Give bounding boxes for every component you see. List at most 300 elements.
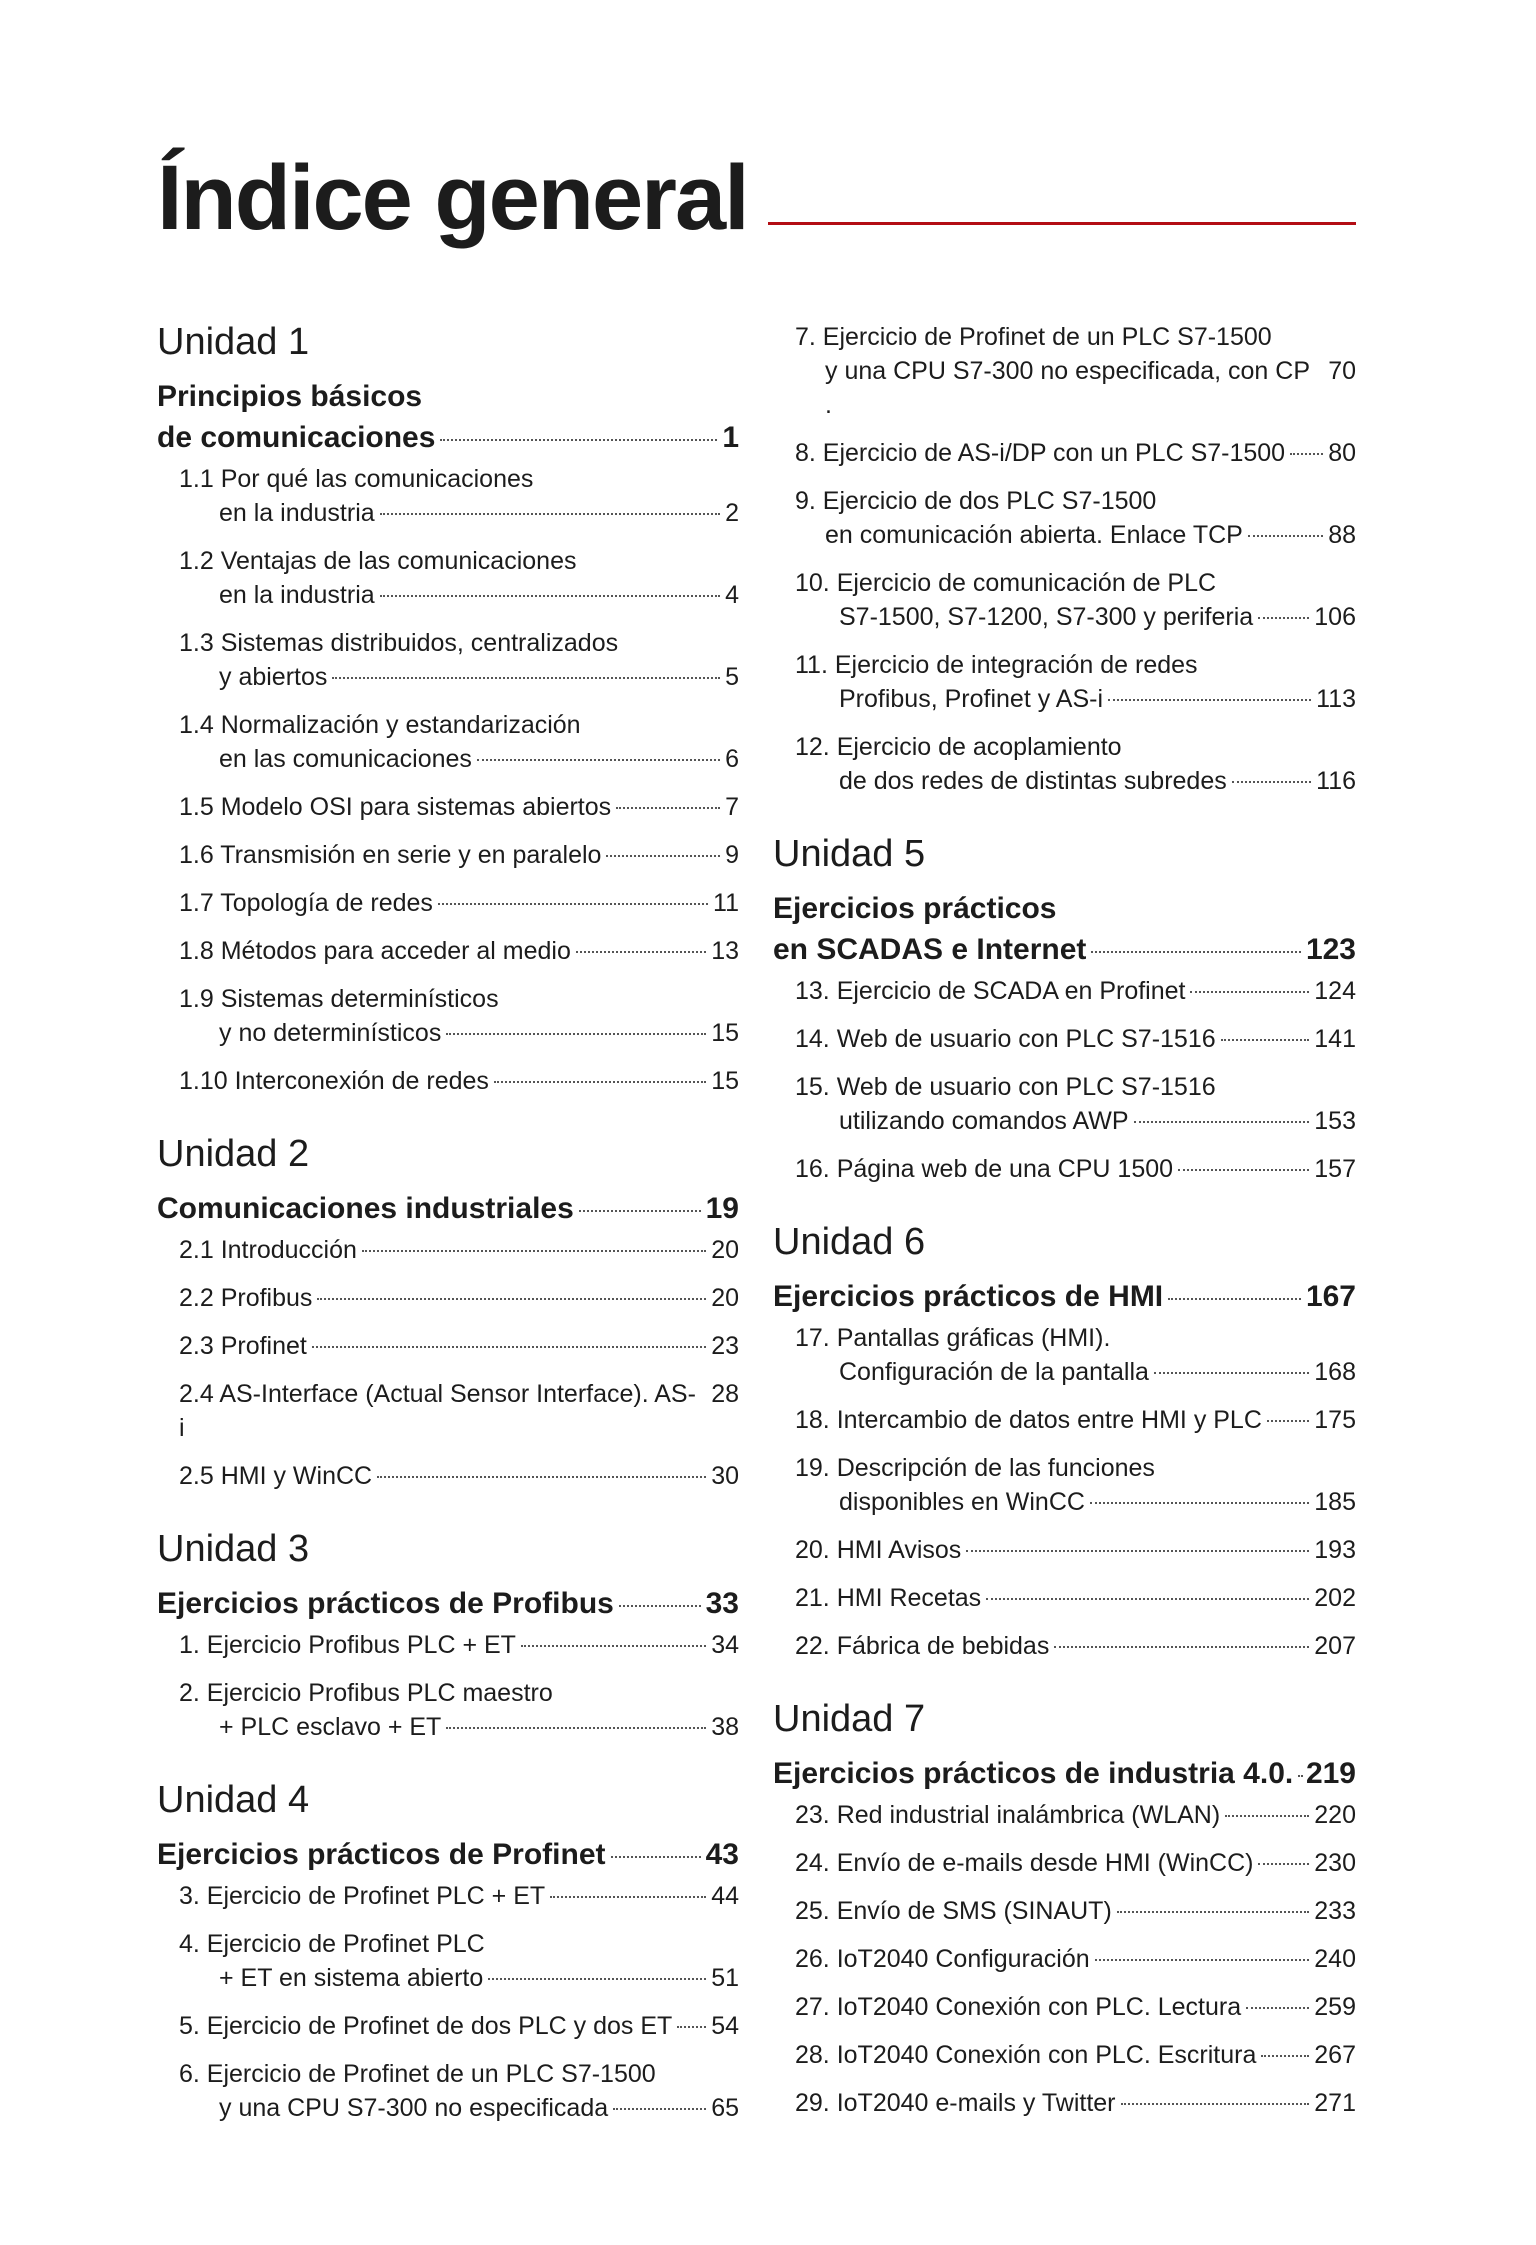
unit-heading-text: Ejercicios prácticos de Profinet bbox=[157, 1838, 606, 1871]
dot-leader bbox=[1290, 453, 1323, 455]
toc-entry-line bbox=[795, 484, 1356, 518]
toc-entry bbox=[773, 648, 1356, 716]
toc-entry bbox=[157, 838, 739, 872]
title-rule bbox=[768, 222, 1356, 225]
page-number: 65 bbox=[711, 2094, 739, 2122]
toc-entry-line bbox=[179, 1710, 739, 1744]
toc-entry bbox=[157, 1377, 739, 1445]
toc-entry-text: S7-1500, S7-1200, S7-300 y periferia bbox=[839, 603, 1254, 631]
toc-entry-line bbox=[179, 1016, 739, 1050]
dot-leader bbox=[1246, 2007, 1309, 2009]
toc-entry-line bbox=[179, 1064, 739, 1098]
toc-entry-line bbox=[179, 1329, 739, 1363]
page-number: 230 bbox=[1314, 1849, 1356, 1877]
toc-entry-line bbox=[795, 354, 1356, 422]
toc-entry-text: 2.2 Profibus bbox=[179, 1284, 313, 1312]
toc-entry-line bbox=[795, 436, 1356, 470]
toc-entry-text: 7. Ejercicio de Profinet de un PLC S7-1500 bbox=[795, 323, 1272, 351]
toc-entry-line bbox=[179, 742, 739, 776]
dot-leader bbox=[1267, 1420, 1309, 1422]
toc-entry bbox=[773, 1451, 1356, 1519]
toc-entry-text: 29. IoT2040 e-mails y Twitter bbox=[795, 2089, 1116, 2117]
page-number: 51 bbox=[711, 1964, 739, 1992]
toc-unit bbox=[773, 1220, 1356, 1663]
toc-entry-line bbox=[179, 2057, 739, 2091]
toc-entry-text: 28. IoT2040 Conexión con PLC. Escritura bbox=[795, 2041, 1257, 2069]
toc-entry-line bbox=[795, 764, 1356, 798]
dot-leader bbox=[606, 855, 720, 857]
page-number: 23 bbox=[711, 1332, 739, 1360]
toc-entry-line bbox=[795, 1846, 1356, 1880]
page-number: 141 bbox=[1314, 1025, 1356, 1053]
toc-entry bbox=[773, 1629, 1356, 1663]
page-number: 20 bbox=[711, 1284, 739, 1312]
unit-heading bbox=[157, 1188, 739, 1229]
dot-leader bbox=[986, 1598, 1309, 1600]
toc-entry-line bbox=[795, 1355, 1356, 1389]
toc-entry-text: 11. Ejercicio de integración de redes bbox=[795, 651, 1198, 679]
toc-entry bbox=[773, 1846, 1356, 1880]
dot-leader bbox=[312, 1346, 706, 1348]
toc-entry-line bbox=[795, 974, 1356, 1008]
toc-entry-line bbox=[179, 544, 739, 578]
toc-entry-line bbox=[795, 1321, 1356, 1355]
toc-entry bbox=[773, 1321, 1356, 1389]
page-number: 15 bbox=[711, 1067, 739, 1095]
toc-entry-line bbox=[179, 660, 739, 694]
toc-entry-text: en las comunicaciones bbox=[219, 745, 472, 773]
dot-leader bbox=[579, 1210, 701, 1212]
toc-entry-text: 15. Web de usuario con PLC S7-1516 bbox=[795, 1073, 1216, 1101]
toc-entry bbox=[157, 1233, 739, 1267]
toc-entry-text: en la industria bbox=[219, 499, 375, 527]
toc-column-left bbox=[157, 320, 739, 2159]
toc-unit bbox=[773, 832, 1356, 1186]
dot-leader bbox=[1261, 2055, 1309, 2057]
page-number: 44 bbox=[711, 1882, 739, 1910]
dot-leader bbox=[1298, 1775, 1301, 1777]
page-number: 259 bbox=[1314, 1993, 1356, 2021]
toc-unit bbox=[157, 1778, 739, 2125]
page-number: 116 bbox=[1316, 767, 1356, 795]
dot-leader bbox=[332, 677, 720, 679]
unit-heading bbox=[773, 1753, 1356, 1794]
dot-leader bbox=[1154, 1372, 1309, 1374]
dot-leader bbox=[438, 903, 708, 905]
dot-leader bbox=[1168, 1298, 1301, 1300]
dot-leader bbox=[1232, 781, 1311, 783]
toc-entry-line bbox=[179, 934, 739, 968]
page-number: 157 bbox=[1314, 1155, 1356, 1183]
toc-entry-line bbox=[795, 1581, 1356, 1615]
page-number: 168 bbox=[1314, 1358, 1356, 1386]
toc-entry-text: 17. Pantallas gráficas (HMI). bbox=[795, 1324, 1111, 1352]
unit-heading-text: Ejercicios prácticos de industria 4.0. bbox=[773, 1757, 1294, 1790]
toc-entry-text: 1.10 Interconexión de redes bbox=[179, 1067, 489, 1095]
toc-entry bbox=[773, 2086, 1356, 2120]
unit-heading-text: Principios básicos bbox=[157, 380, 423, 413]
dot-leader bbox=[576, 951, 706, 953]
unit-label: Unidad 7 bbox=[773, 1698, 926, 1740]
toc-entry-line bbox=[179, 2009, 739, 2043]
toc-entry-text: 8. Ejercicio de AS-i/DP con un PLC S7-1500 bbox=[795, 439, 1286, 467]
dot-leader bbox=[377, 1476, 706, 1478]
toc-entry-text: + PLC esclavo + ET bbox=[219, 1713, 442, 1741]
toc-entry bbox=[157, 2009, 739, 2043]
unit-heading bbox=[773, 888, 1356, 970]
dot-leader bbox=[1178, 1169, 1309, 1171]
unit-label: Unidad 5 bbox=[773, 833, 926, 875]
toc-entry-line bbox=[795, 1798, 1356, 1832]
toc-entry-line bbox=[795, 1070, 1356, 1104]
page-number: 70 bbox=[1328, 357, 1356, 385]
toc-entry bbox=[157, 886, 739, 920]
toc-entry-line bbox=[179, 1961, 739, 1995]
toc-entry bbox=[157, 544, 739, 612]
toc-entry-line bbox=[795, 600, 1356, 634]
unit-heading-text: Ejercicios prácticos bbox=[773, 892, 1057, 925]
toc-entry-line bbox=[179, 1377, 739, 1445]
dot-leader bbox=[1225, 1815, 1309, 1817]
toc-entry-line bbox=[179, 838, 739, 872]
dot-leader bbox=[317, 1298, 706, 1300]
unit-page-number: 1 bbox=[722, 421, 739, 454]
toc-entry bbox=[773, 1798, 1356, 1832]
dot-leader bbox=[362, 1250, 706, 1252]
page-number: 54 bbox=[711, 2012, 739, 2040]
dot-leader bbox=[966, 1550, 1309, 1552]
toc-entry-line bbox=[179, 496, 739, 530]
page-number: 185 bbox=[1314, 1488, 1356, 1516]
toc-entry-text: 20. HMI Avisos bbox=[795, 1536, 962, 1564]
toc-entry-text: 19. Descripción de las funciones bbox=[795, 1454, 1155, 1482]
unit-label: Unidad 1 bbox=[157, 321, 310, 363]
dot-leader bbox=[1095, 1959, 1310, 1961]
toc-entry-text: 1.4 Normalización y estandarización bbox=[179, 711, 581, 739]
toc-entry-text: 1.6 Transmisión en serie y en paralelo bbox=[179, 841, 602, 869]
toc-entry bbox=[157, 934, 739, 968]
toc-entry bbox=[157, 790, 739, 824]
page-number: 240 bbox=[1314, 1945, 1356, 1973]
unit-page-number: 33 bbox=[705, 1587, 739, 1620]
toc-entry bbox=[157, 626, 739, 694]
toc-entry-text: 1. Ejercicio Profibus PLC + ET bbox=[179, 1631, 516, 1659]
page-number: 193 bbox=[1314, 1536, 1356, 1564]
toc-entry bbox=[773, 1942, 1356, 1976]
toc-entry-text: 1.9 Sistemas determinísticos bbox=[179, 985, 499, 1013]
toc-entry bbox=[773, 974, 1356, 1008]
toc-entry-text: 2.4 AS-Interface (Actual Sensor Interface). AS-i bbox=[179, 1380, 696, 1442]
toc-entry-line bbox=[179, 886, 739, 920]
toc-entry-line bbox=[795, 730, 1356, 764]
toc-entry-line bbox=[179, 1233, 739, 1267]
toc-entry-text: 2. Ejercicio Profibus PLC maestro bbox=[179, 1679, 553, 1707]
toc-entry-line bbox=[179, 1281, 739, 1315]
dot-leader bbox=[1108, 699, 1311, 701]
toc-entry-text: 1.5 Modelo OSI para sistemas abiertos bbox=[179, 793, 612, 821]
toc-entry-text: y abiertos bbox=[219, 663, 328, 691]
toc-entry-line bbox=[795, 1152, 1356, 1186]
dot-leader bbox=[1248, 535, 1323, 537]
toc-entry bbox=[773, 1581, 1356, 1615]
toc-entry-line bbox=[179, 982, 739, 1016]
unit-heading-text: de comunicaciones bbox=[157, 421, 436, 454]
toc-entry bbox=[157, 982, 739, 1050]
toc-entry-text: 13. Ejercicio de SCADA en Profinet bbox=[795, 977, 1186, 1005]
page-number: 6 bbox=[725, 745, 739, 773]
dot-leader bbox=[619, 1605, 701, 1607]
toc-entry-text: 18. Intercambio de datos entre HMI y PLC bbox=[795, 1406, 1262, 1434]
toc-entry bbox=[773, 1022, 1356, 1056]
unit-page-number: 43 bbox=[705, 1838, 739, 1871]
toc-entry-line bbox=[795, 1894, 1356, 1928]
unit-heading-line bbox=[773, 1753, 1356, 1794]
toc-entry-text: 4. Ejercicio de Profinet PLC bbox=[179, 1930, 485, 1958]
dot-leader bbox=[1258, 1863, 1309, 1865]
page-number: 267 bbox=[1314, 2041, 1356, 2069]
page-number: 15 bbox=[711, 1019, 739, 1047]
toc-entry-line bbox=[795, 1104, 1356, 1138]
unit-heading-text: Comunicaciones industriales bbox=[157, 1192, 574, 1225]
toc-entry-line bbox=[179, 1927, 739, 1961]
unit-heading-line bbox=[773, 1276, 1356, 1317]
toc-entry-text: 16. Página web de una CPU 1500 bbox=[795, 1155, 1174, 1183]
unit-label: Unidad 2 bbox=[157, 1133, 310, 1175]
toc-entry bbox=[157, 1329, 739, 1363]
unit-page-number: 19 bbox=[705, 1192, 739, 1225]
toc-entry bbox=[773, 1070, 1356, 1138]
page-number: 207 bbox=[1314, 1632, 1356, 1660]
toc-entry-text: 26. IoT2040 Configuración bbox=[795, 1945, 1090, 1973]
toc-entry-line bbox=[795, 682, 1356, 716]
toc-entry-text: 1.3 Sistemas distribuidos, centralizados bbox=[179, 629, 619, 657]
dot-leader bbox=[477, 759, 720, 761]
unit-heading bbox=[773, 1276, 1356, 1317]
toc-entry-text: Profibus, Profinet y AS-i bbox=[839, 685, 1104, 713]
toc-entry bbox=[157, 1927, 739, 1995]
page-number: 5 bbox=[725, 663, 739, 691]
toc-unit bbox=[773, 1697, 1356, 2120]
toc-entry-text: 5. Ejercicio de Profinet de dos PLC y dos ET bbox=[179, 2012, 673, 2040]
unit-heading-line bbox=[773, 888, 1356, 929]
toc-entry-text: 24. Envío de e-mails desde HMI (WinCC) bbox=[795, 1849, 1254, 1877]
toc-entry-text: 9. Ejercicio de dos PLC S7-1500 bbox=[795, 487, 1157, 515]
page-number: 34 bbox=[711, 1631, 739, 1659]
page-number: 88 bbox=[1328, 521, 1356, 549]
page-number: 271 bbox=[1314, 2089, 1356, 2117]
toc-entry-text: 2.5 HMI y WinCC bbox=[179, 1462, 373, 1490]
page-number: 2 bbox=[725, 499, 739, 527]
dot-leader bbox=[1190, 991, 1309, 993]
toc-entry bbox=[773, 1990, 1356, 2024]
toc-entry bbox=[157, 1879, 739, 1913]
toc-entry-line bbox=[795, 2086, 1356, 2120]
dot-leader bbox=[611, 1856, 701, 1858]
dot-leader bbox=[1091, 951, 1301, 953]
page-number: 9 bbox=[725, 841, 739, 869]
toc-entry-line bbox=[795, 1485, 1356, 1519]
unit-label: Unidad 4 bbox=[157, 1779, 310, 1821]
toc-entry bbox=[157, 1676, 739, 1744]
dot-leader bbox=[1117, 1911, 1310, 1913]
page-number: 80 bbox=[1328, 439, 1356, 467]
toc-entry-line bbox=[795, 1403, 1356, 1437]
dot-leader bbox=[550, 1896, 706, 1898]
page-title: Índice general bbox=[157, 147, 748, 249]
toc-entry-text: 3. Ejercicio de Profinet PLC + ET bbox=[179, 1882, 546, 1910]
dot-leader bbox=[1221, 1039, 1310, 1041]
toc-unit bbox=[157, 1527, 739, 1744]
dot-leader bbox=[1258, 617, 1309, 619]
unit-heading-line bbox=[157, 1834, 739, 1875]
toc-entry-line bbox=[179, 2091, 739, 2125]
dot-leader bbox=[1090, 1502, 1309, 1504]
toc-column-right bbox=[773, 320, 1356, 2154]
unit-heading-line bbox=[157, 376, 739, 417]
toc-entry-line bbox=[179, 790, 739, 824]
toc-entry-line bbox=[795, 648, 1356, 682]
unit-heading-text: en SCADAS e Internet bbox=[773, 933, 1087, 966]
toc-entry-line bbox=[179, 626, 739, 660]
toc-entry-text: de dos redes de distintas subredes bbox=[839, 767, 1227, 795]
toc-entry bbox=[157, 1459, 739, 1493]
toc-entry-line bbox=[179, 1676, 739, 1710]
unit-page-number: 219 bbox=[1305, 1757, 1356, 1790]
page-number: 13 bbox=[711, 937, 739, 965]
unit-page-number: 167 bbox=[1305, 1280, 1356, 1313]
dot-leader bbox=[446, 1033, 706, 1035]
toc-entry-line bbox=[795, 1451, 1356, 1485]
toc-entry-text: + ET en sistema abierto bbox=[219, 1964, 484, 1992]
toc-entry bbox=[157, 1064, 739, 1098]
dot-leader bbox=[440, 439, 717, 441]
toc-unit bbox=[157, 320, 739, 1098]
unit-heading-text: Ejercicios prácticos de HMI bbox=[773, 1280, 1164, 1313]
toc-entry-text: 22. Fábrica de bebidas bbox=[795, 1632, 1050, 1660]
toc-entry-line bbox=[795, 2038, 1356, 2072]
page-number: 220 bbox=[1314, 1801, 1356, 1829]
unit-heading bbox=[157, 1834, 739, 1875]
unit-heading-line bbox=[773, 929, 1356, 970]
toc-entry-line bbox=[179, 1628, 739, 1662]
toc-entry bbox=[773, 2038, 1356, 2072]
toc-entry-text: 12. Ejercicio de acoplamiento bbox=[795, 733, 1122, 761]
dot-leader bbox=[521, 1645, 706, 1647]
toc-entry-text: y no determinísticos bbox=[219, 1019, 442, 1047]
toc-entry bbox=[773, 436, 1356, 470]
dot-leader bbox=[446, 1727, 706, 1729]
unit-heading-text: Ejercicios prácticos de Profibus bbox=[157, 1587, 614, 1620]
page-number: 4 bbox=[725, 581, 739, 609]
toc-entry-line bbox=[179, 708, 739, 742]
toc-entry-line bbox=[795, 1533, 1356, 1567]
toc-entry-text: en la industria bbox=[219, 581, 375, 609]
toc-entry-text: y una CPU S7-300 no especificada, con CP . bbox=[825, 357, 1310, 419]
page-number: 106 bbox=[1314, 603, 1356, 631]
toc-entry-line bbox=[179, 578, 739, 612]
toc-entry-line bbox=[179, 1879, 739, 1913]
toc-entry-text: en comunicación abierta. Enlace TCP bbox=[825, 521, 1243, 549]
toc-entry-text: 1.8 Métodos para acceder al medio bbox=[179, 937, 571, 965]
toc-entry-text: 10. Ejercicio de comunicación de PLC bbox=[795, 569, 1217, 597]
page-number: 175 bbox=[1314, 1406, 1356, 1434]
toc-entry bbox=[773, 1403, 1356, 1437]
toc-entry-line bbox=[795, 1022, 1356, 1056]
toc-entry-text: 2.1 Introducción bbox=[179, 1236, 357, 1264]
unit-heading-line bbox=[157, 1583, 739, 1624]
page-number: 113 bbox=[1316, 685, 1356, 713]
toc-entry bbox=[157, 1281, 739, 1315]
toc-entry-line bbox=[795, 1942, 1356, 1976]
toc-entry bbox=[773, 1152, 1356, 1186]
toc-entry bbox=[773, 320, 1356, 422]
dot-leader bbox=[616, 807, 720, 809]
toc-entry bbox=[157, 708, 739, 776]
page-number: 124 bbox=[1314, 977, 1356, 1005]
toc-entry bbox=[157, 462, 739, 530]
toc-entry-line bbox=[795, 320, 1356, 354]
toc-entry bbox=[773, 730, 1356, 798]
unit-page-number: 123 bbox=[1305, 933, 1356, 966]
page-number: 233 bbox=[1314, 1897, 1356, 1925]
dot-leader bbox=[1134, 1121, 1310, 1123]
toc-entry-line bbox=[795, 1629, 1356, 1663]
toc-entry-line bbox=[179, 462, 739, 496]
page-number: 7 bbox=[725, 793, 739, 821]
toc-entry bbox=[773, 1894, 1356, 1928]
page-number: 38 bbox=[711, 1713, 739, 1741]
toc-entry bbox=[157, 1628, 739, 1662]
toc-entry-text: 25. Envío de SMS (SINAUT) bbox=[795, 1897, 1112, 1925]
unit-label: Unidad 6 bbox=[773, 1221, 926, 1263]
toc-entry bbox=[773, 484, 1356, 552]
toc-entry-text: 2.3 Profinet bbox=[179, 1332, 307, 1360]
dot-leader bbox=[488, 1978, 706, 1980]
toc-entry bbox=[157, 2057, 739, 2125]
toc-entry-text: 1.2 Ventajas de las comunicaciones bbox=[179, 547, 577, 575]
page-number: 153 bbox=[1314, 1107, 1356, 1135]
unit-heading bbox=[157, 376, 739, 458]
toc-entry-line bbox=[795, 518, 1356, 552]
unit-heading-line bbox=[157, 1188, 739, 1229]
unit-heading bbox=[157, 1583, 739, 1624]
toc-entry-text: utilizando comandos AWP bbox=[839, 1107, 1129, 1135]
page-number: 202 bbox=[1314, 1584, 1356, 1612]
toc-entry-text: 21. HMI Recetas bbox=[795, 1584, 982, 1612]
toc-entry-text: 1.1 Por qué las comunicaciones bbox=[179, 465, 534, 493]
page-number: 28 bbox=[711, 1380, 739, 1408]
toc-entry-text: 1.7 Topología de redes bbox=[179, 889, 433, 917]
dot-leader bbox=[613, 2108, 706, 2110]
toc-entry-text: Configuración de la pantalla bbox=[839, 1358, 1149, 1386]
dot-leader bbox=[380, 513, 720, 515]
dot-leader bbox=[380, 595, 720, 597]
continued-entries bbox=[773, 320, 1356, 798]
page-number: 30 bbox=[711, 1462, 739, 1490]
toc-unit bbox=[157, 1132, 739, 1493]
page-number: 20 bbox=[711, 1236, 739, 1264]
toc-entry-line bbox=[179, 1459, 739, 1493]
toc-entry-text: y una CPU S7-300 no especificada bbox=[219, 2094, 609, 2122]
toc-entry-text: disponibles en WinCC bbox=[839, 1488, 1085, 1516]
unit-label: Unidad 3 bbox=[157, 1528, 310, 1570]
toc-entry-text: 23. Red industrial inalámbrica (WLAN) bbox=[795, 1801, 1221, 1829]
toc-entry-line bbox=[795, 566, 1356, 600]
page-number: 11 bbox=[713, 889, 739, 917]
dot-leader bbox=[1121, 2103, 1310, 2105]
dot-leader bbox=[494, 1081, 706, 1083]
toc-entry-text: 6. Ejercicio de Profinet de un PLC S7-1500 bbox=[179, 2060, 656, 2088]
